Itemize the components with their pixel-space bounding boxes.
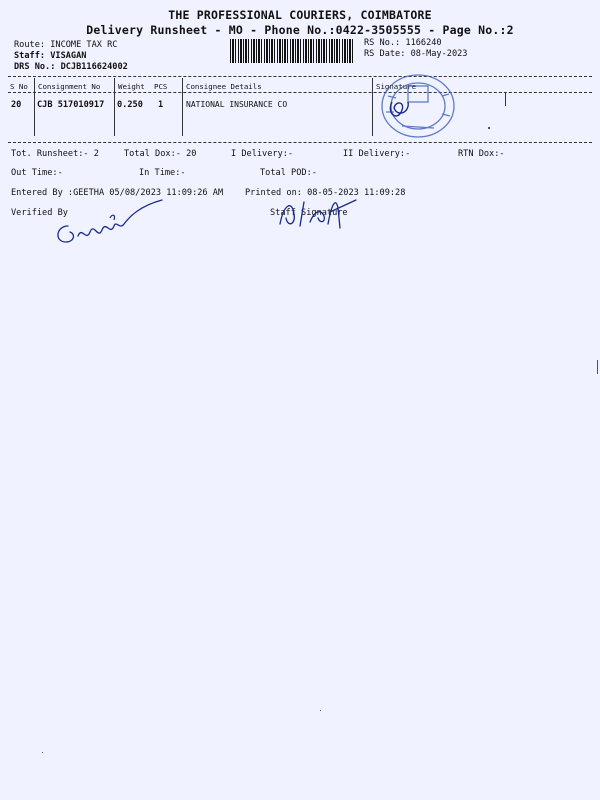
out-time: Out Time:- — [11, 168, 63, 178]
rows-rule — [8, 142, 592, 143]
entered-by: Entered By :GEETHA 05/08/2023 11:09:26 AM — [11, 188, 224, 198]
rs-date: RS Date: 08-May-2023 — [364, 49, 468, 59]
row-sno: 20 — [11, 100, 22, 110]
printed-on: Printed on: 08-05-2023 11:09:28 — [245, 188, 406, 198]
total-dox: Total Dox:- 20 — [124, 149, 197, 159]
verified-by-label: Verified By — [11, 208, 68, 218]
row-consignee: NATIONAL INSURANCE CO — [186, 100, 288, 109]
rubber-stamp — [372, 72, 466, 144]
column-divider — [505, 92, 506, 106]
runsheet-subtitle: Delivery Runsheet - MO - Phone No.:0422-3505555 - Page No.:2 — [86, 23, 514, 37]
col-weight-header: Weight — [118, 82, 145, 91]
col-signature-header: Signature — [376, 82, 417, 91]
row-weight: 0.250 — [117, 100, 143, 110]
col-sno-header: S No — [10, 82, 28, 91]
drs-number: DRS No.: DCJB116624002 — [14, 62, 128, 72]
company-title: THE PROFESSIONAL COURIERS, COIMBATORE — [168, 8, 432, 22]
column-divider — [34, 78, 35, 136]
row-pcs: 1 — [158, 100, 164, 110]
scan-speck — [42, 752, 43, 753]
col-pcs-header: PCS — [154, 82, 168, 91]
staff-signature — [270, 194, 370, 234]
i-delivery: I Delivery:- — [231, 149, 294, 159]
verifier-signature — [50, 196, 170, 252]
ii-delivery: II Delivery:- — [343, 149, 411, 159]
scan-speck — [597, 360, 598, 374]
staff-signature-label: Staff Signature — [270, 208, 348, 218]
column-divider — [182, 78, 183, 136]
rs-number: RS No.: 1166240 — [364, 38, 442, 48]
staff-label: Staff: VISAGAN — [14, 51, 87, 61]
barcode — [230, 39, 355, 63]
in-time: In Time:- — [139, 168, 186, 178]
total-pod: Total POD:- — [260, 168, 317, 178]
scan-speck — [320, 710, 321, 711]
column-divider — [114, 78, 115, 136]
tot-runsheet: Tot. Runsheet:- 2 — [11, 149, 99, 159]
col-consignment-header: Consignment No — [38, 82, 101, 91]
header-rule-top — [8, 76, 592, 77]
rtn-dox: RTN Dox:- — [458, 149, 505, 159]
scan-speck — [488, 127, 490, 129]
row-consignment: CJB 517010917 — [37, 100, 105, 110]
col-consignee-header: Consignee Details — [186, 82, 262, 91]
route-label: Route: INCOME TAX RC — [14, 40, 118, 50]
